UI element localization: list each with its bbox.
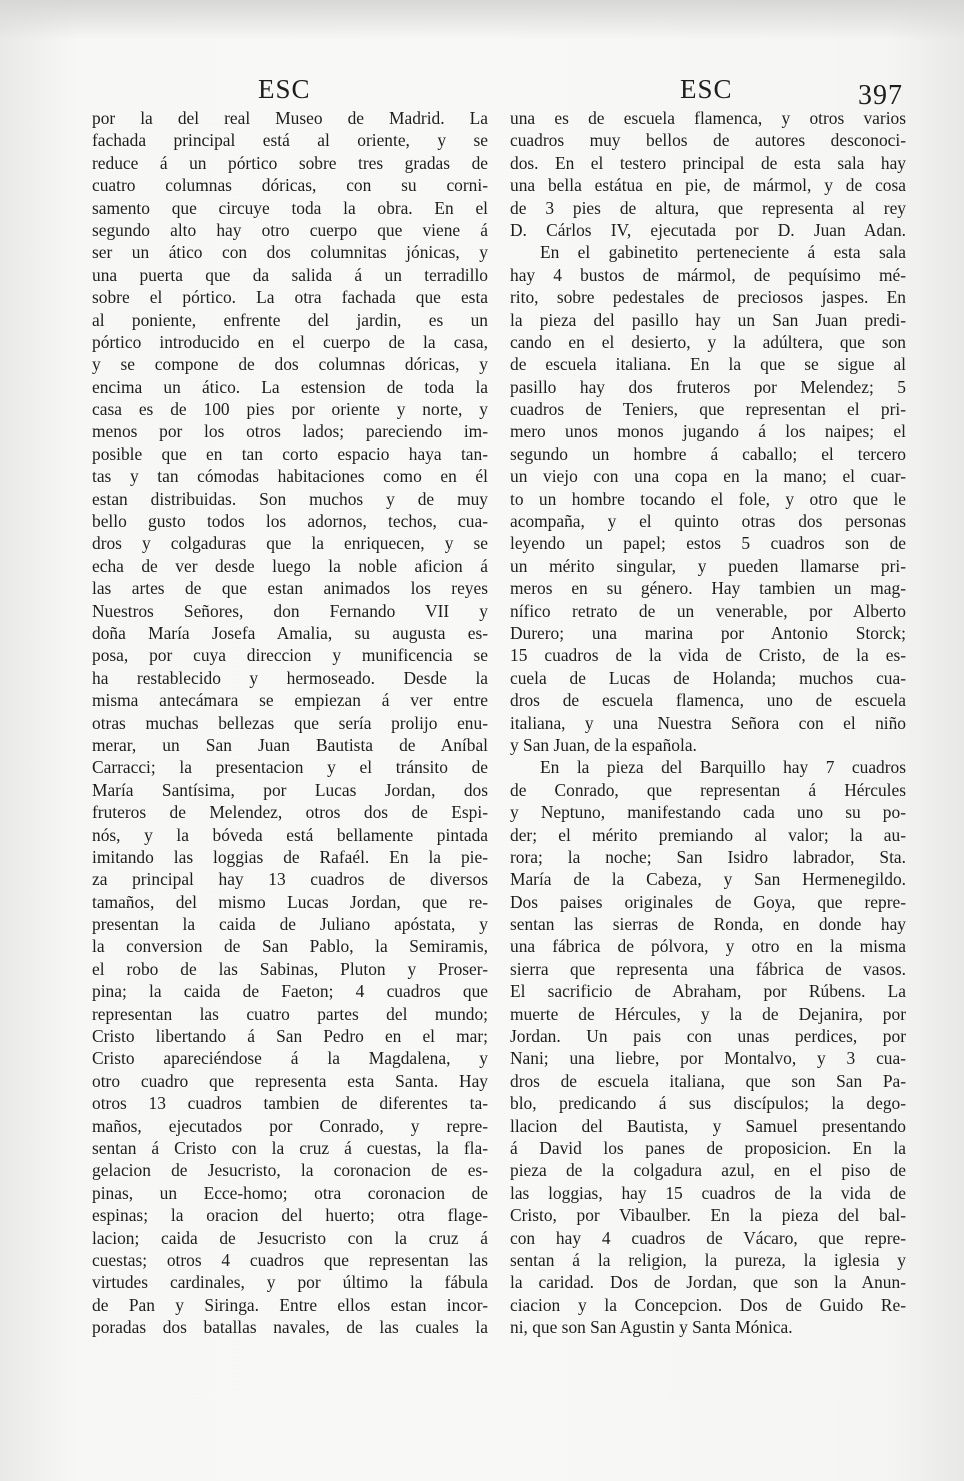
text-line: samento que circuye toda la obra. En el [92, 197, 488, 218]
text-line: segundo alto hay otro cuerpo que viene á [92, 219, 488, 240]
text-line: Dos paises originales de Goya, que repre- [510, 891, 906, 912]
text-line: un viejo con una copa en la mano; el cuar- [510, 466, 906, 487]
text-line: llacion del Bautista, y Samuel presentando [510, 1115, 906, 1136]
text-line: pórtico introducido en el cuerpo de la casa, [92, 331, 488, 352]
text-line: una puerta que da salida á un terradillo [92, 264, 488, 285]
text-line: otras muchas bellezas que sería prolijo enu- [92, 712, 488, 733]
text-line: reduce á un pórtico sobre tres gradas de [92, 152, 488, 173]
text-line: cando en el desierto, y la adúltera, que son [510, 331, 906, 352]
text-line: Cristo libertando á San Pedro en el mar; [92, 1026, 488, 1047]
text-line: y San Juan, de la española. [510, 734, 697, 755]
text-line: cuela de Lucas de Holanda; muchos cua- [510, 667, 906, 688]
text-line: Cristo, por Vibaulber. En la pieza del bal- [510, 1205, 906, 1226]
text-line: lacion; caida de Jesucristo con la cruz á [92, 1227, 488, 1248]
text-line: merar, un San Juan Bautista de Aníbal [92, 734, 488, 755]
text-line: presentan la caida de Juliano apóstata, y [92, 914, 488, 935]
text-line: de 3 pies de altura, que representa al rey [510, 197, 906, 218]
text-line: posible que en tan corto espacio haya tan- [92, 443, 488, 464]
text-line: echa de ver desde luego la noble aficion á [92, 555, 488, 576]
text-line: tas y tan cómodas habitaciones como en él [92, 466, 488, 487]
text-line: italiana, y una Nuestra Señora con el niño [510, 712, 906, 733]
text-line: casa es de 100 pies por oriente y norte, y [92, 399, 488, 420]
left-text-column [92, 107, 488, 1338]
text-line: por la del real Museo de Madrid. La [92, 108, 488, 128]
text-line: misma antecámara se empiezan á ver entre [92, 690, 488, 711]
text-line: de Pan y Siringa. Entre ellos estan incor- [92, 1294, 488, 1315]
text-line: María Santísima, por Lucas Jordan, dos [92, 779, 488, 800]
text-line: El sacrificio de Abraham, por Rúbens. La [510, 981, 906, 1002]
text-line: cuestas; otros 4 cuadros que representan las [92, 1249, 488, 1270]
text-line: hay 4 bustos de mármol, de pequísimo mé- [510, 264, 906, 285]
text-line: con hay 4 cuadros de Vácaro, que repre- [510, 1227, 906, 1248]
text-line: rora; la noche; San Isidro labrador, Sta. [510, 846, 906, 867]
text-line: cuadros de Teniers, que representan el pri- [510, 399, 906, 420]
text-line: cuadros muy bellos de autores desconoci- [510, 130, 906, 151]
text-line: una fábrica de pólvora, y otro en la misma [510, 936, 906, 957]
text-line: al poniente, enfrente del jardin, es un [92, 309, 488, 330]
text-line: á David los panes de proposicion. En la [510, 1137, 906, 1158]
text-line: imitando las loggias de Rafaél. En la pie- [92, 846, 488, 867]
text-line: cuatro columnas dóricas, con su corni- [92, 175, 488, 196]
text-line: En la pieza del Barquillo hay 7 cuadros [540, 757, 906, 778]
text-line: leyendo un papel; estos 5 cuadros son de [510, 533, 906, 554]
text-line: ha restablecido y hermoseado. Desde la [92, 667, 488, 688]
text-line: 15 cuadros de la vida de Cristo, de la es- [510, 645, 906, 666]
text-line: representan las cuatro partes del mundo; [92, 1003, 488, 1024]
text-line: sentan á la religion, la pureza, la iglesia y [510, 1249, 906, 1270]
text-line: un mérito singular, y pueden llamarse pri- [510, 555, 906, 576]
text-line: Nuestros Señores, don Fernando VII y [92, 600, 488, 621]
text-line: maños, ejecutados por Conrado, y repre- [92, 1115, 488, 1136]
text-line: dros de escuela italiana, que son San Pa- [510, 1070, 906, 1091]
text-line: mero unos monos jugando á los naipes; el [510, 421, 906, 442]
text-line: espinas; la oracion del huerto; otra flage- [92, 1205, 488, 1226]
text-line: de Conrado, que representan á Hércules [510, 779, 906, 800]
text-line: encima un ático. La estension de toda la [92, 376, 488, 397]
text-line: y se compone de dos columnas dóricas, y [92, 354, 488, 375]
text-line: pinas, un Ecce-homo; otra coronacion de [92, 1182, 488, 1203]
text-line: el robo de las Sabinas, Pluton y Proser- [92, 958, 488, 979]
text-line: Cristo apareciéndose á la Magdalena, y [92, 1048, 488, 1069]
text-line: la conversion de San Pablo, la Semiramis, [92, 936, 488, 957]
running-head-right: ESC [680, 74, 733, 104]
text-line: Durero; una marina por Antonio Storck; [510, 622, 906, 643]
text-line: otros 13 cuadros tambien de diferentes ta- [92, 1093, 488, 1114]
text-line: la pieza del pasillo hay un San Juan predi- [510, 309, 906, 330]
text-line: las loggias, hay 15 cuadros de la vida de [510, 1182, 906, 1203]
text-line: ciacion y la Concepcion. Dos de Guido Re- [510, 1294, 906, 1315]
running-head-left: ESC [258, 74, 311, 104]
text-line: Nani; una liebre, por Montalvo, y 3 cua- [510, 1048, 906, 1069]
text-line: menos por los otros lados; pareciendo im- [92, 421, 488, 442]
text-line: za principal hay 13 cuadros de diversos [92, 869, 488, 890]
text-line: dros y colgaduras que la enriquecen, y se [92, 533, 488, 554]
text-line: y Neptuno, manifestando cada uno su po- [510, 802, 906, 823]
text-line: una es de escuela flamenca, y otros varios [510, 108, 906, 128]
text-line: fruteros de Melendez, otros dos de Espi- [92, 802, 488, 823]
text-line: doña María Josefa Amalia, su augusta es- [92, 622, 488, 643]
text-line: rito, sobre pedestales de preciosos jaspes. En [510, 287, 906, 308]
text-line: sobre el pórtico. La otra fachada que esta [92, 287, 488, 308]
page-edge-shadow [0, 0, 964, 40]
text-line: Jordan. Un pais con unas perdices, por [510, 1026, 906, 1047]
text-line: estan distribuidas. Son muchos y de muy [92, 488, 488, 509]
text-line: pasillo hay dos fruteros por Melendez; 5 [510, 376, 906, 397]
text-line: gelacion de Jesucristo, la coronacion de es- [92, 1160, 488, 1181]
text-line: María de la Cabeza, y San Hermenegildo. [510, 869, 906, 890]
text-line: otro cuadro que representa esta Santa. Hay [92, 1070, 488, 1091]
text-line: Carracci; la presentacion y el tránsito de [92, 757, 488, 778]
text-line: pina; la caida de Faeton; 4 cuadros que [92, 981, 488, 1002]
text-line: nós, y la bóveda está bellamente pintada [92, 824, 488, 845]
text-line: ser un ático con dos columnitas jónicas, y [92, 242, 488, 263]
text-line: posa, por cuya direccion y munificencia se [92, 645, 488, 666]
text-line: D. Cárlos IV, ejecutada por D. Juan Adan. [510, 219, 906, 240]
text-line: tamaños, del mismo Lucas Jordan, que re- [92, 891, 488, 912]
text-line: segundo un hombre á caballo; el tercero [510, 443, 906, 464]
text-line: virtudes cardinales, y por último la fábula [92, 1272, 488, 1293]
text-line: meros en su género. Hay tambien un mag- [510, 578, 906, 599]
text-line: dos. En el testero principal de esta sala hay [510, 152, 906, 173]
right-text-column [510, 107, 906, 1338]
text-line: poradas dos batallas navales, de las cuales la [92, 1317, 488, 1338]
text-line: ni, que son San Agustin y Santa Mónica. [510, 1317, 793, 1338]
text-line: der; el mérito premiando al valor; la au- [510, 824, 906, 845]
text-line: muerte de Hércules, y la de Dejanira, por [510, 1003, 906, 1024]
text-line: sentan á Cristo con la cruz á cuestas, la fla- [92, 1137, 488, 1158]
text-line: to un hombre tocando el fole, y otro que le [510, 488, 906, 509]
text-line: una bella estátua en pie, de mármol, y de cosa [510, 175, 906, 196]
text-line: bello gusto todos los adornos, techos, cua- [92, 511, 488, 532]
text-line: fachada principal está al oriente, y se [92, 130, 488, 151]
text-line: sentan las sierras de Ronda, en donde hay [510, 914, 906, 935]
text-line: acompaña, y el quinto otras dos personas [510, 511, 906, 532]
text-line: dros de escuela flamenca, uno de escuela [510, 690, 906, 711]
text-line: blo, predicando á sus discípulos; la dego- [510, 1093, 906, 1114]
text-line: la caridad. Dos de Jordan, que son la Anun- [510, 1272, 906, 1293]
text-line: las artes de que estan animados los reyes [92, 578, 488, 599]
text-line: de escuela italiana. En la que se sigue al [510, 354, 906, 375]
page-number: 397 [858, 80, 903, 111]
text-line: En el gabinetito perteneciente á esta sala [540, 242, 906, 263]
text-line: pieza de la colgadura azul, en el piso de [510, 1160, 906, 1181]
text-line: sierra que representa una fábrica de vasos. [510, 958, 906, 979]
text-line: nífico retrato de un venerable, por Alberto [510, 600, 906, 621]
